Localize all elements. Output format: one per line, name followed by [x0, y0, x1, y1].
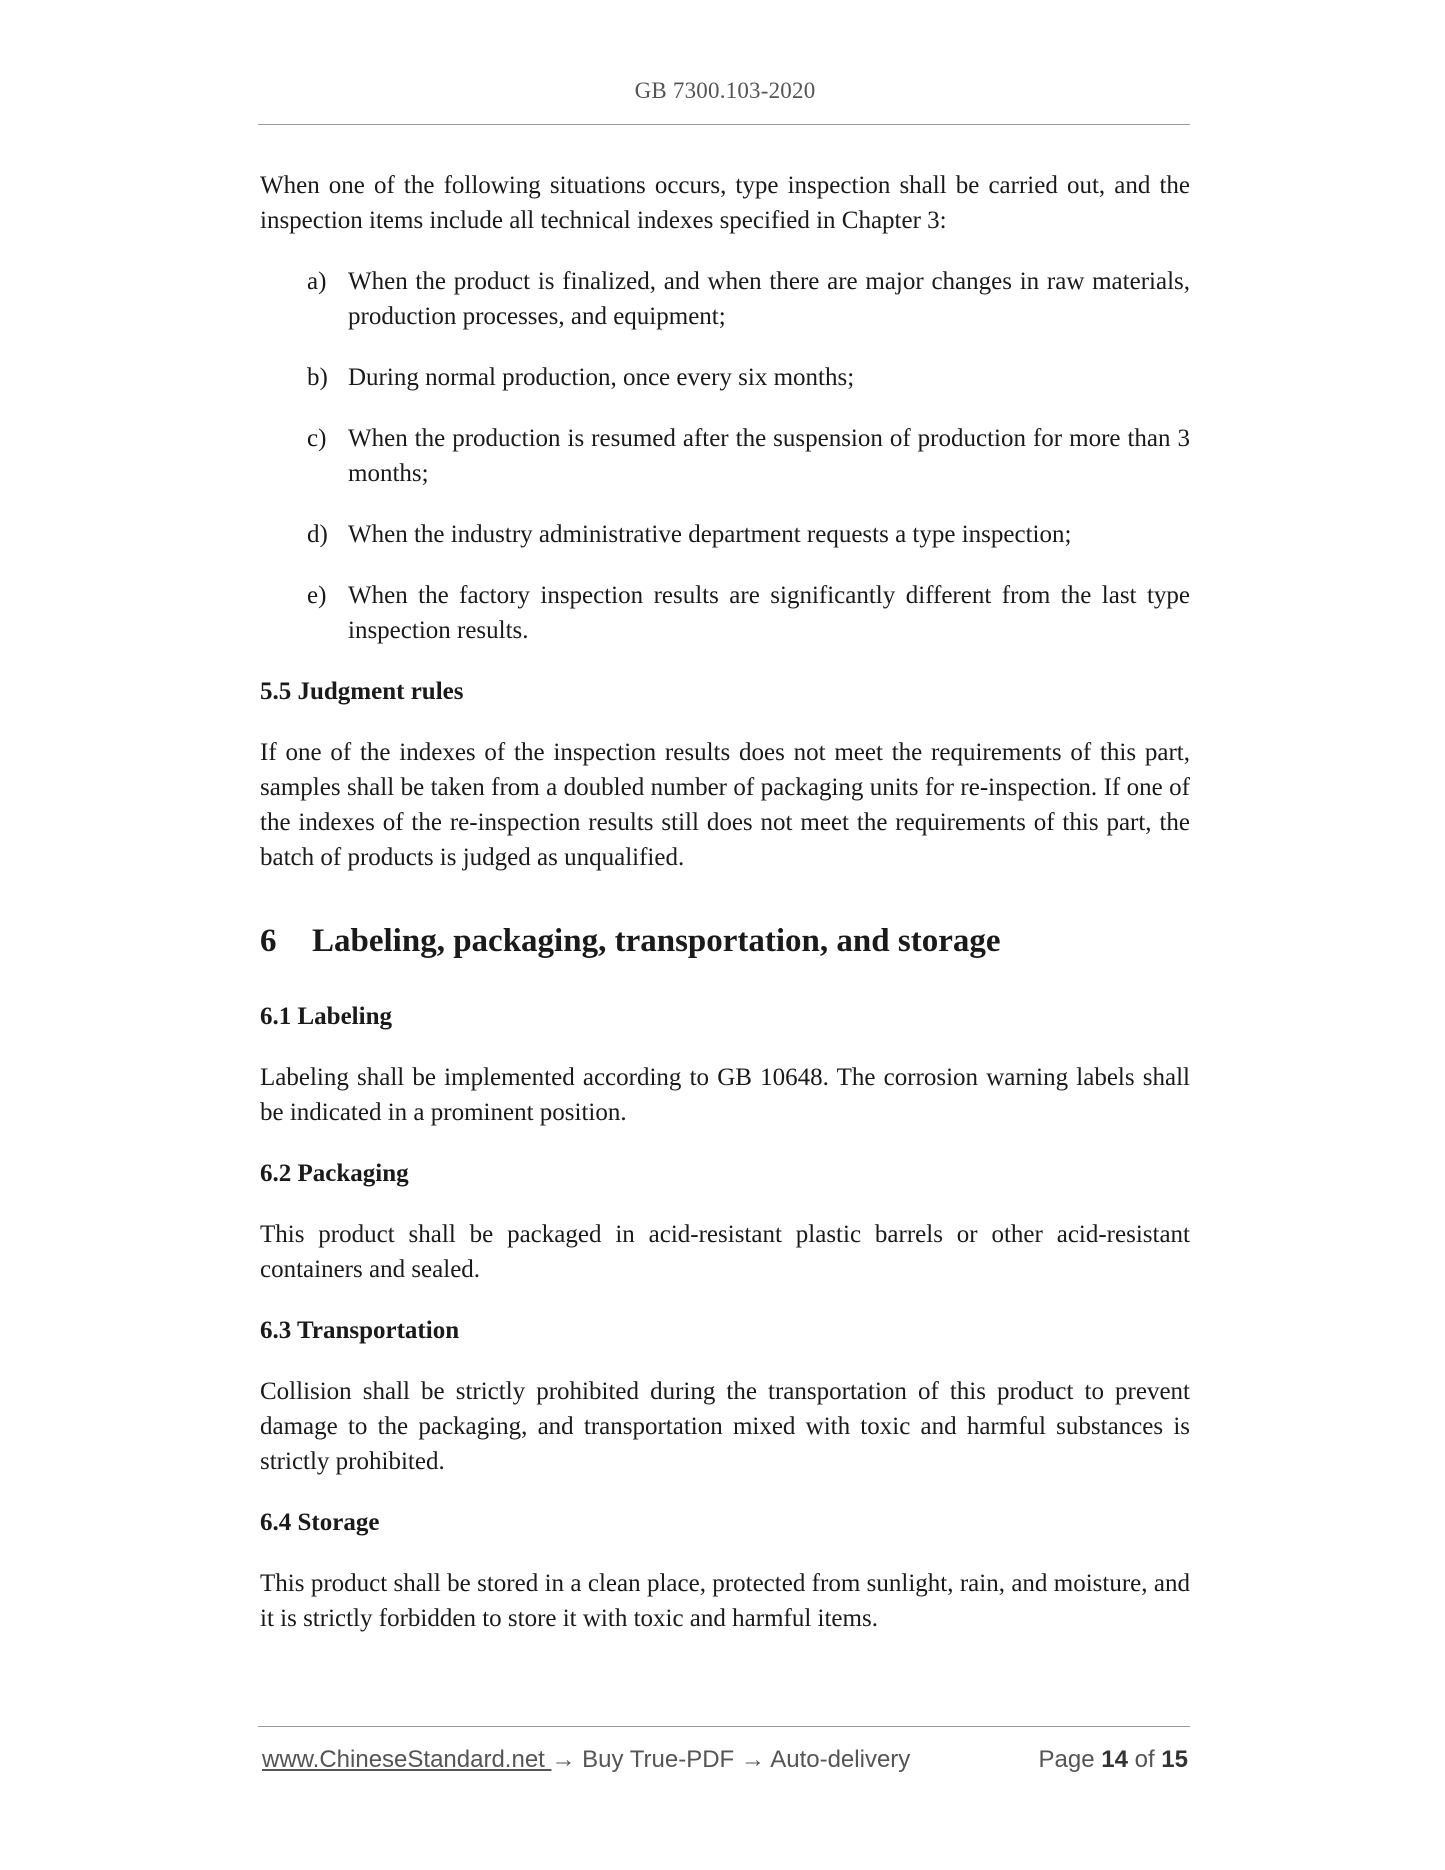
- list-item: [260, 578, 1190, 648]
- subsection-heading-6-3: 6.3 Transportation: [260, 1317, 460, 1344]
- page-of: of: [1134, 1746, 1155, 1773]
- list-marker: b): [307, 364, 328, 391]
- subsection-heading-6-4: 6.4 Storage: [260, 1509, 380, 1536]
- judgment-rules-paragraph: If one of the indexes of the inspection results does not meet the requirements of this part, samples shall be taken from a doubled number of packaging units for re-inspection. If one of the indexes of the re-inspection results still does not meet the requirements of this part, the batch of products is judged as unqualified.: [260, 739, 1190, 871]
- document-body: [260, 168, 1190, 1662]
- intro-paragraph: When one of the following situations occurs, type inspection shall be carried out, and the inspection items include all technical indexes specified in Chapter 3:: [260, 172, 1190, 234]
- list-item-text: During normal production, once every six months;: [348, 364, 855, 391]
- list-item: [260, 517, 1190, 552]
- page-total: 15: [1161, 1746, 1188, 1773]
- list-item: [260, 264, 1190, 334]
- transportation-paragraph: Collision shall be strictly prohibited during the transportation of this product to prevent damage to the packaging, and transportation mixed with toxic and harmful substances is strictly prohibited.: [260, 1378, 1190, 1475]
- footer-promo: [262, 1746, 910, 1774]
- list-marker: c): [307, 425, 327, 452]
- document-page: [260, 0, 1190, 1870]
- subsection-heading-6-2: 6.2 Packaging: [260, 1160, 409, 1187]
- packaging-paragraph: This product shall be packaged in acid-resistant plastic barrels or other acid-resistant containers and sealed.: [260, 1221, 1190, 1283]
- section-number: 6: [260, 923, 277, 959]
- subsection-heading-5-5: 5.5 Judgment rules: [260, 678, 464, 705]
- page-header: GB 7300.103-2020: [634, 78, 816, 103]
- list-marker: a): [307, 268, 327, 295]
- list-item: [260, 421, 1190, 491]
- list-item-text: When the product is finalized, and when there are major changes in raw materials, production processes, and equipment;: [348, 268, 1190, 330]
- list-marker: d): [307, 521, 328, 548]
- buy-pdf-text: Buy True-PDF: [575, 1746, 741, 1773]
- list-item-text: When the industry administrative department requests a type inspection;: [348, 521, 1072, 548]
- storage-paragraph: This product shall be stored in a clean place, protected from sunlight, rain, and moisture, and it is strictly forbidden to store it with toxic and harmful items.: [260, 1570, 1190, 1632]
- header-divider: [258, 124, 1190, 125]
- auto-delivery-text: Auto-delivery: [764, 1746, 911, 1773]
- page-current: 14: [1101, 1746, 1128, 1773]
- page-label: Page: [1038, 1746, 1095, 1773]
- section-heading-6: [260, 921, 1190, 961]
- arrow-right-icon: →: [740, 1746, 765, 1773]
- website-link[interactable]: www.ChineseStandard.net: [262, 1746, 552, 1773]
- list-marker: e): [307, 582, 327, 609]
- arrow-right-icon: →: [551, 1746, 576, 1773]
- list-item-text: When the production is resumed after the suspension of production for more than 3 months;: [348, 425, 1190, 487]
- footer-divider: [258, 1726, 1190, 1727]
- list-item-text: When the factory inspection results are significantly different from the last type inspection results.: [348, 582, 1190, 644]
- subsection-heading-6-1: 6.1 Labeling: [260, 1003, 392, 1030]
- page-number: [1039, 1746, 1189, 1774]
- list-item: [260, 360, 1190, 395]
- labeling-paragraph: Labeling shall be implemented according to GB 10648. The corrosion warning labels shall be indicated in a prominent position.: [260, 1064, 1190, 1126]
- section-title-text: Labeling, packaging, transportation, and storage: [312, 923, 1001, 959]
